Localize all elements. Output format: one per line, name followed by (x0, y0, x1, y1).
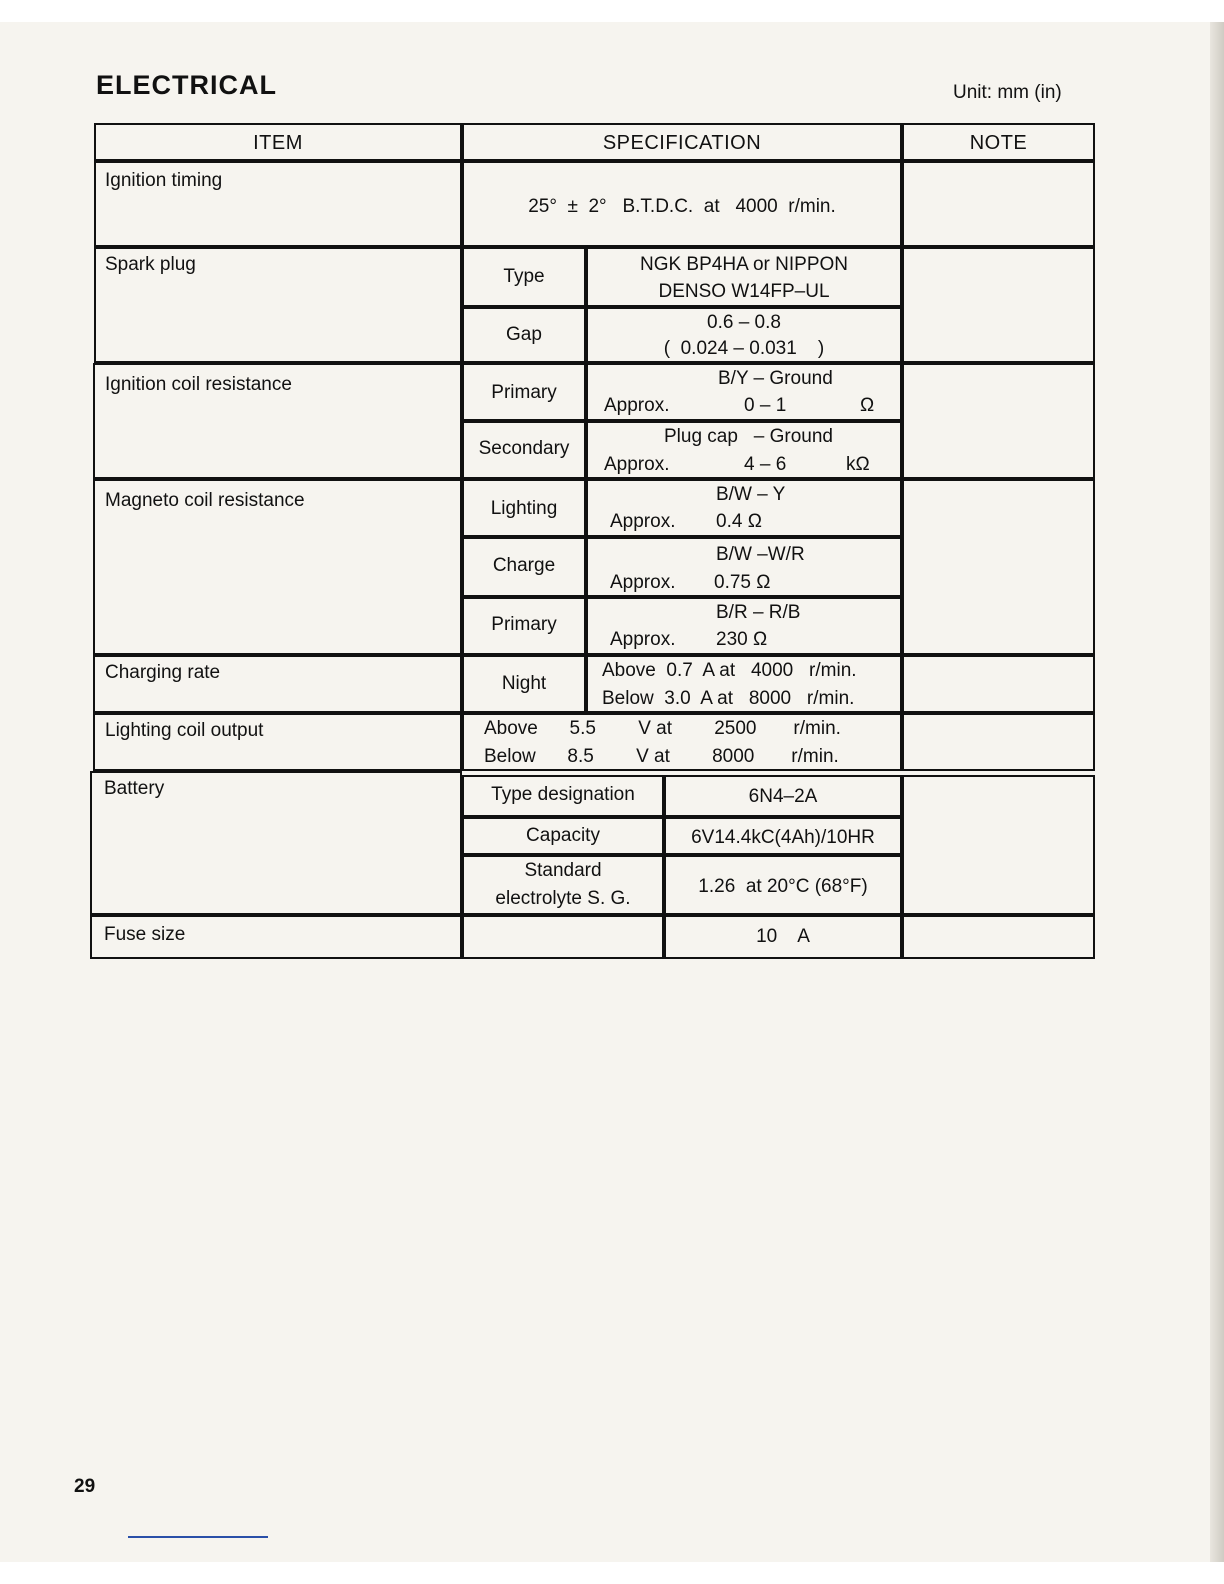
ignition-coil-secondary-value: 4 – 6 (744, 454, 787, 475)
battery-capacity-value-cell (664, 817, 902, 855)
header-note-cell (902, 123, 1095, 161)
spark-plug-item-cell (94, 247, 462, 363)
ignition-timing-note-cell (902, 161, 1095, 247)
spark-plug-note-cell (902, 247, 1095, 363)
spark-plug-gap-label-cell (462, 307, 586, 363)
charging-rate-line2: Below 3.0 A at 8000 r/min. (602, 688, 855, 709)
fuse-item: Fuse size (104, 924, 186, 945)
magneto-charge-line1: B/W –W/R (716, 544, 805, 565)
ignition-coil-secondary-label: Secondary (478, 438, 570, 459)
spark-plug-gap-line2: ( 0.024 – 0.031 ) (663, 338, 825, 359)
magneto-primary-line1: B/R – R/B (716, 602, 801, 623)
header-spec-cell (462, 123, 902, 161)
magneto-primary-label-cell (462, 597, 586, 655)
header-item: ITEM (253, 132, 303, 154)
ignition-coil-secondary-approx: Approx. (604, 454, 670, 475)
spark-plug-type-line1: NGK BP4HA or NIPPON (639, 254, 848, 275)
magneto-coil-note-cell (902, 479, 1095, 655)
ignition-coil-primary-approx: Approx. (604, 395, 670, 416)
magneto-coil-item: Magneto coil resistance (105, 490, 305, 511)
ignition-coil-primary-value-cell (586, 363, 902, 421)
spark-plug-gap-label: Gap (506, 324, 542, 345)
ignition-coil-secondary-label-cell (462, 421, 586, 479)
ignition-timing-item-cell (94, 161, 462, 247)
fuse-note-cell (902, 915, 1095, 959)
spark-plug-item: Spark plug (105, 254, 196, 275)
page-edge-shadow (1210, 22, 1224, 1562)
ignition-timing-spec-cell (462, 161, 902, 247)
ignition-coil-secondary-value-cell (586, 421, 902, 479)
magneto-primary-value: 230 Ω (716, 629, 768, 650)
lighting-output-line2: Below 8.5 V at 8000 r/min. (484, 746, 839, 767)
magneto-lighting-line1: B/W – Y (716, 484, 786, 505)
ignition-timing-spec: 25° ± 2° B.T.D.C. at 4000 r/min. (528, 196, 836, 217)
magneto-coil-item-cell (93, 479, 462, 655)
fuse-blank-cell (462, 915, 664, 959)
magneto-primary-value-cell (586, 597, 902, 655)
bottom-rule (128, 1536, 268, 1538)
fuse-value-cell (664, 915, 902, 959)
battery-sg-value-cell (664, 855, 902, 915)
magneto-charge-label: Charge (492, 555, 556, 576)
magneto-primary-approx: Approx. (610, 629, 676, 650)
header-specification: SPECIFICATION (602, 132, 762, 154)
battery-type-value-cell (664, 775, 902, 817)
magneto-primary-label: Primary (491, 614, 557, 635)
header-note: NOTE (969, 132, 1028, 154)
ignition-coil-note-cell (902, 363, 1095, 479)
fuse-item-cell (90, 915, 462, 959)
battery-note-cell (902, 775, 1095, 915)
battery-capacity-value: 6V14.4kC(4Ah)/10HR (691, 827, 875, 848)
battery-sg-label-line2: electrolyte S. G. (495, 888, 631, 909)
lighting-output-item-cell (93, 713, 462, 771)
magneto-lighting-value-cell (586, 479, 902, 537)
spark-plug-type-label-cell (462, 247, 586, 307)
charging-rate-value-cell (586, 655, 902, 713)
spark-plug-gap-value-cell (586, 307, 902, 363)
ignition-timing-item: Ignition timing (105, 170, 223, 191)
spark-plug-gap-line1: 0.6 – 0.8 (707, 312, 781, 333)
spark-plug-type-line2: DENSO W14FP–UL (658, 281, 830, 302)
magneto-lighting-value: 0.4 Ω (716, 511, 762, 532)
ignition-coil-primary-line1: B/Y – Ground (718, 368, 833, 389)
ignition-coil-primary-label: Primary (491, 382, 557, 403)
battery-type-label: Type designation (491, 784, 635, 805)
battery-item-cell (90, 771, 462, 915)
lighting-output-value-cell (462, 713, 902, 771)
battery-sg-value: 1.26 at 20°C (68°F) (698, 876, 868, 897)
charging-rate-night-label: Night (501, 673, 547, 694)
charging-rate-item: Charging rate (105, 662, 221, 683)
charging-rate-item-cell (93, 655, 462, 713)
magneto-charge-label-cell (462, 537, 586, 597)
lighting-output-item: Lighting coil output (105, 720, 264, 741)
ignition-coil-primary-value: 0 – 1 (744, 395, 787, 416)
ignition-coil-secondary-line1: Plug cap – Ground (664, 426, 833, 447)
battery-type-label-cell (462, 775, 664, 817)
magneto-lighting-approx: Approx. (610, 511, 676, 532)
ignition-coil-item-cell (93, 363, 462, 479)
lighting-output-note-cell (902, 713, 1095, 771)
ignition-coil-secondary-unit: kΩ (846, 454, 870, 475)
battery-capacity-label: Capacity (526, 825, 600, 846)
fuse-value: 10 A (756, 926, 810, 947)
header-item-cell (94, 123, 462, 161)
ignition-coil-primary-unit: Ω (860, 395, 875, 416)
lighting-output-line1: Above 5.5 V at 2500 r/min. (484, 718, 841, 739)
ignition-coil-item: Ignition coil resistance (105, 374, 292, 395)
ignition-coil-primary-label-cell (462, 363, 586, 421)
battery-sg-label-line1: Standard (524, 860, 602, 881)
spark-plug-type-value-cell (586, 247, 902, 307)
battery-type-value: 6N4–2A (748, 786, 818, 807)
charging-rate-line1: Above 0.7 A at 4000 r/min. (602, 660, 857, 681)
electrical-spec-table (90, 102, 1094, 947)
magneto-lighting-label: Lighting (490, 498, 558, 519)
charging-rate-night-label-cell (462, 655, 586, 713)
battery-sg-label-cell (462, 855, 664, 915)
page-number: 29 (74, 1476, 96, 1497)
spark-plug-type-label: Type (503, 266, 545, 287)
battery-capacity-label-cell (462, 817, 664, 855)
magneto-charge-value: 0.75 Ω (714, 572, 771, 593)
charging-rate-note-cell (902, 655, 1095, 713)
magneto-lighting-label-cell (462, 479, 586, 537)
battery-item: Battery (104, 778, 165, 799)
magneto-charge-approx: Approx. (610, 572, 676, 593)
unit-label: Unit: mm (in) (953, 82, 1062, 103)
magneto-charge-value-cell (586, 537, 902, 597)
page-title: ELECTRICAL (96, 70, 277, 100)
